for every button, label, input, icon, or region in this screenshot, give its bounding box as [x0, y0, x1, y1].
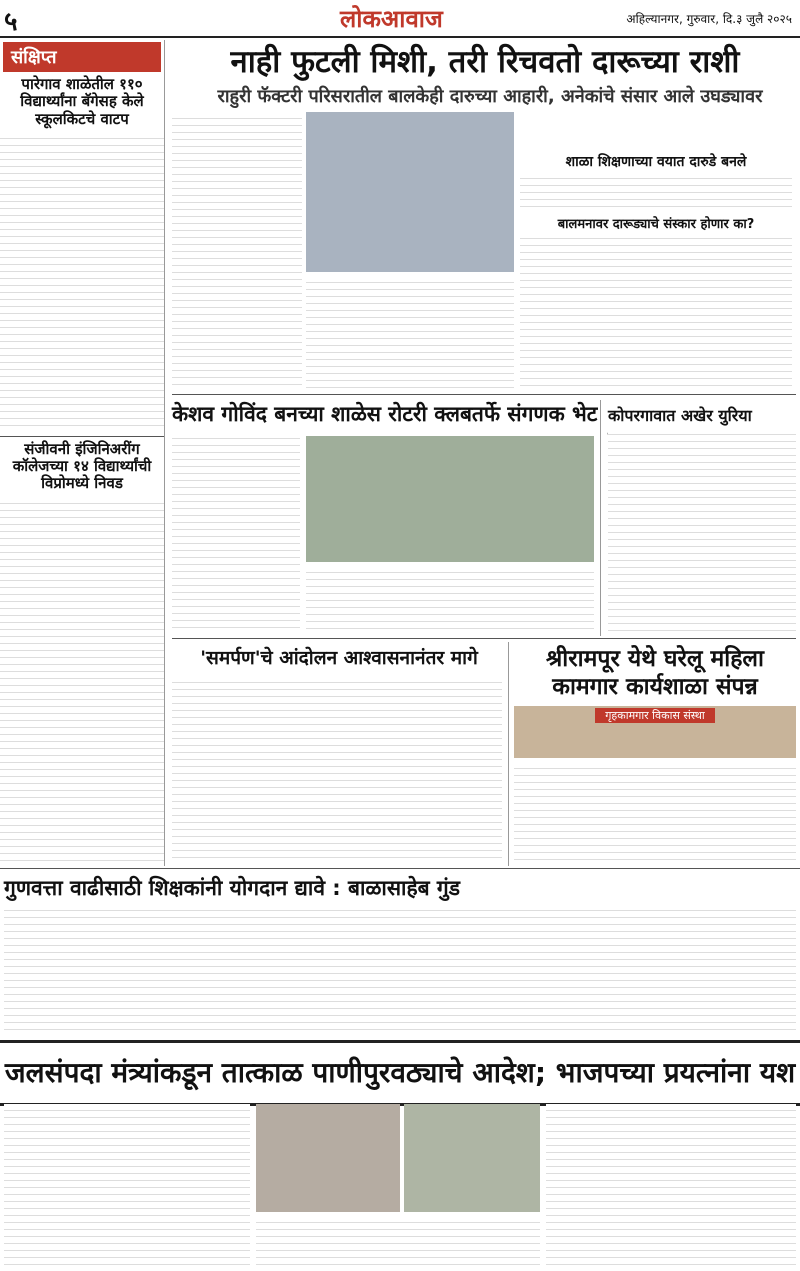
shrirampur-headline: श्रीरामपूर येथे घरेलू महिला कामगार कार्यशाळा संपन्न: [546, 646, 764, 700]
lead-side-body-1: [520, 172, 792, 212]
divider: [172, 638, 796, 639]
page-header: [0, 0, 800, 38]
brief-headline-2: संजीवनी इंजिनिअरींग कॉलेजच्या १४ विद्यार्थ्यांची विप्रोमध्ये निवड: [12, 439, 152, 493]
divider: [600, 400, 601, 636]
shrirampur-photo: [514, 706, 796, 758]
lead-photo-police: [306, 112, 514, 272]
briefs-column: [0, 40, 165, 866]
lead-subhead: राहुरी फॅक्टरी परिसरातील बालकेही दारुच्या आहारी, अनेकांचे संसार आले उघड्यावर: [217, 86, 763, 107]
masthead-logo: लोकआवाज: [340, 5, 443, 33]
rotary-photo: [306, 436, 594, 562]
shrirampur-body: [514, 762, 796, 864]
samarpan-headline: 'समर्पण'चे आंदोलन आश्वासनानंतर मागे: [200, 647, 478, 669]
rotary-body: [172, 432, 300, 632]
lead-side-headline: शाळा शिक्षणाच्या वयात दारुडे बनले: [565, 154, 747, 170]
briefs-tag: संक्षिप्त: [3, 42, 161, 72]
banner-photo-1: [256, 1104, 400, 1212]
lead-body-col-2: [306, 276, 514, 390]
lead-side-body-2: [520, 232, 792, 390]
lead-headline: नाही फुटली मिशी, तरी रिचवतो दारूच्या राशी: [230, 44, 740, 80]
lead-side-subhead: बालमनावर दारूड्याचे संस्कार होणार का?: [557, 217, 755, 232]
kopargaon-body: [608, 428, 796, 632]
samarpan-body: [172, 676, 502, 864]
divider: [508, 642, 509, 866]
rotary-headline: केशव गोविंद बनच्या शाळेस रोटरी क्लबतर्फे संगणक भेट: [172, 402, 598, 426]
divider: [0, 868, 800, 869]
banner-photo-2: [404, 1104, 540, 1212]
shrirampur-photo-banner: गृहकामगार विकास संस्था: [595, 708, 715, 723]
page-number: ५: [4, 7, 18, 37]
banner-body-2: [256, 1216, 540, 1266]
divider: [172, 394, 796, 395]
brief-body-2: [0, 497, 164, 867]
edition-date: अहिल्यानगर, गुरुवार, दि.३ जुलै २०२५: [626, 12, 792, 26]
brief-headline-1: पारेगाव शाळेतील ११० विद्यार्थ्यांना बॅगेसह केले स्कूलकिटचे वाटप: [20, 75, 144, 128]
banner-body-3: [546, 1104, 796, 1266]
kopargaon-headline: कोपरगावात अखेर युरिया: [608, 406, 752, 425]
divider: [0, 436, 164, 437]
rotary-body-2: [306, 566, 594, 632]
banner-body-1: [4, 1104, 250, 1266]
gund-body: [4, 904, 796, 1034]
lead-body-col-1: [172, 112, 302, 390]
brief-body-1: [0, 132, 164, 432]
gund-headline: गुणवत्ता वाढीसाठी शिक्षकांनी योगदान द्यावे : बाळासाहेब गुंड: [4, 876, 460, 900]
banner-headline: जलसंपदा मंत्र्यांकडून तात्काळ पाणीपुरवठ्याचे आदेश; भाजपच्या प्रयत्नांना यश: [0, 1040, 800, 1106]
